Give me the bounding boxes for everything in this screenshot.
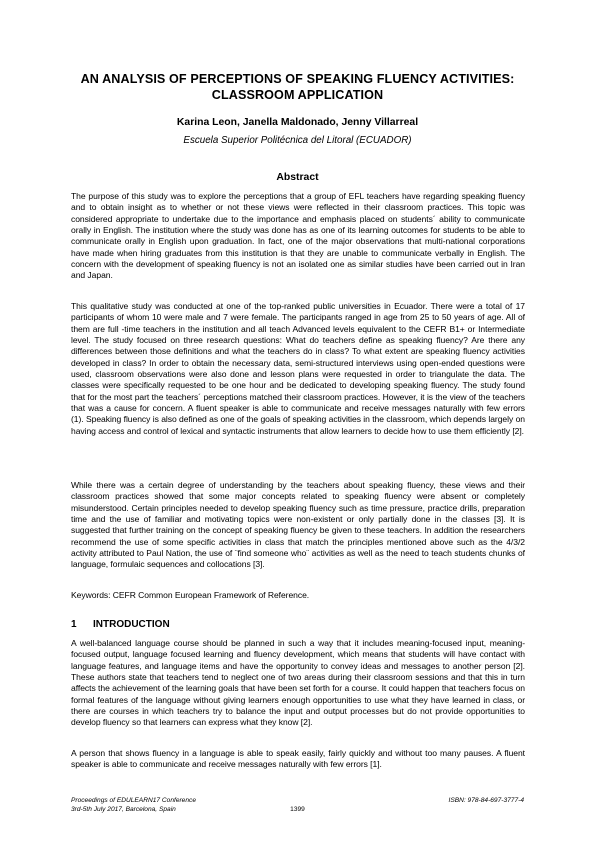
page-number: 1399 xyxy=(290,806,305,813)
paragraph-text: This qualitative study was conducted at one of the top-ranked public universities in Ecuador. There were a total of 17 participants of whom 10 were male and 7 were female. The participants ranged in age from 25 to 50 years of age. All of them are full -time teachers in the institution and all teach Advanced levels equivalent to the CEFR B1+ or Intermediate level. The study focused on three research questions: What do teachers define as speaking fluency? Are there any differences between those definitions and what the teachers do in class? To what extent are speaking fluency activities developed in class? In order to obtain the necessary data, semi-structured interviews using open-ended questions were used, classroom observations were also done and lesson plans were requested in order to triangulate the data. The classes were specifically requested to be one hour and be dedicated to developing speaking fluency. The study found that for the most part the teachers´ perceptions matched their classroom practices. However, it is the view of the teachers that was a cause for concern. A fluent speaker is able to communicate and receive messages naturally with few errors (1). Speaking fluency is also defined as one of the goals of speaking activities in the classroom, which depends largely on having access and control of lexical and syntactic instruments that allow learners to decide how to use them efficiently [2]. xyxy=(71,301,525,436)
paragraph-text: While there was a certain degree of understanding by the teachers about speaking fluency, these views and their classroom practices showed that some major concepts related to speaking fluency were absent or completely misunderstood. Certain principles needed to develop speaking fluency such as time pressure, practice drills, preparation time and the use of familiar and motivating topics were non-existent or only partially done in the classes [3]. It is suggested that further training on the concept of speaking fluency be given to these teachers. In addition the researchers recommend the use of some specific activities in class that match the principles mentioned above such as the 4/3/2 activity attributed to Paul Nation, the use of ¨find someone who¨ activities as well as the need to teach students chunks of language, formulaic sequences and collocations [3]. xyxy=(71,480,525,570)
abstract-paragraph-2 xyxy=(71,301,525,437)
paragraph-text: A person that shows fluency in a language is able to speak easily, fairly quickly and without too many pauses. A fluent speaker is able to communicate and receive messages naturally with few errors [1]. xyxy=(71,748,525,770)
footer-isbn: ISBN: 978-84-697-3777-4 xyxy=(448,797,524,804)
section-title: INTRODUCTION xyxy=(93,619,170,630)
abstract-paragraph-1 xyxy=(71,191,525,282)
keywords-text: Keywords: CEFR Common European Framework of Reference. xyxy=(71,590,310,600)
footer-conference: Proceedings of EDULEARN17 Conference xyxy=(71,797,196,804)
paragraph-text: A well-balanced language course should be planned in such a way that it includes meaning-focused input, meaning-focused output, language focused learning and fluency development, which means that students will have contact with language features, and language items and have the opportunity to convey ideas and messages to another person [2]. These authors state that teachers tend to neglect one of two areas during their classroom sessions and that this in turn affects the achievement of the learning goals that have been set forth for a course. It could happen that teachers focus on formal features of the language without giving learners enough opportunities to use what they have learned in class, or there are courses in which teachers try to balance the input and output processes but do not provide opportunities to develop fluency so that learners can express what they know [2]. xyxy=(71,638,525,728)
intro-paragraph-2 xyxy=(71,748,525,771)
keywords xyxy=(71,590,525,601)
author-list: Karina Leon, Janella Maldonado, Jenny Villarreal xyxy=(176,117,419,128)
affiliation: Escuela Superior Politécnica del Litoral (ECUADOR) xyxy=(183,135,412,146)
intro-paragraph-1 xyxy=(71,638,525,729)
paper-title: AN ANALYSIS OF PERCEPTIONS OF SPEAKING FLUENCY ACTIVITIES: CLASSROOM APPLICATION xyxy=(80,72,515,102)
paragraph-text: The purpose of this study was to explore the perceptions that a group of EFL teachers have regarding speaking fluency and to obtain insight as to whether or not these views were reflected in their classroom practices. This topic was considered appropriate to undertake due to the importance and emphasis placed on students´ ability to communicate orally in English. The institution where the study was done has as one of its learning outcomes for students to be able to communicate orally in English upon graduation. In fact, one of the major observations that multi-national corporations have made when hiring graduates from this institution is that they are unable to communicate verbally in English. The concern with the development of speaking fluency is not an isolated one as similar studies have been carried out in Iran and Japan. xyxy=(71,191,525,281)
abstract-paragraph-3 xyxy=(71,480,525,571)
section-heading-introduction xyxy=(71,619,170,630)
section-number: 1 xyxy=(71,619,77,630)
abstract-heading: Abstract xyxy=(276,172,319,183)
footer-date-location: 3rd-5th July 2017, Barcelona, Spain xyxy=(71,806,176,813)
